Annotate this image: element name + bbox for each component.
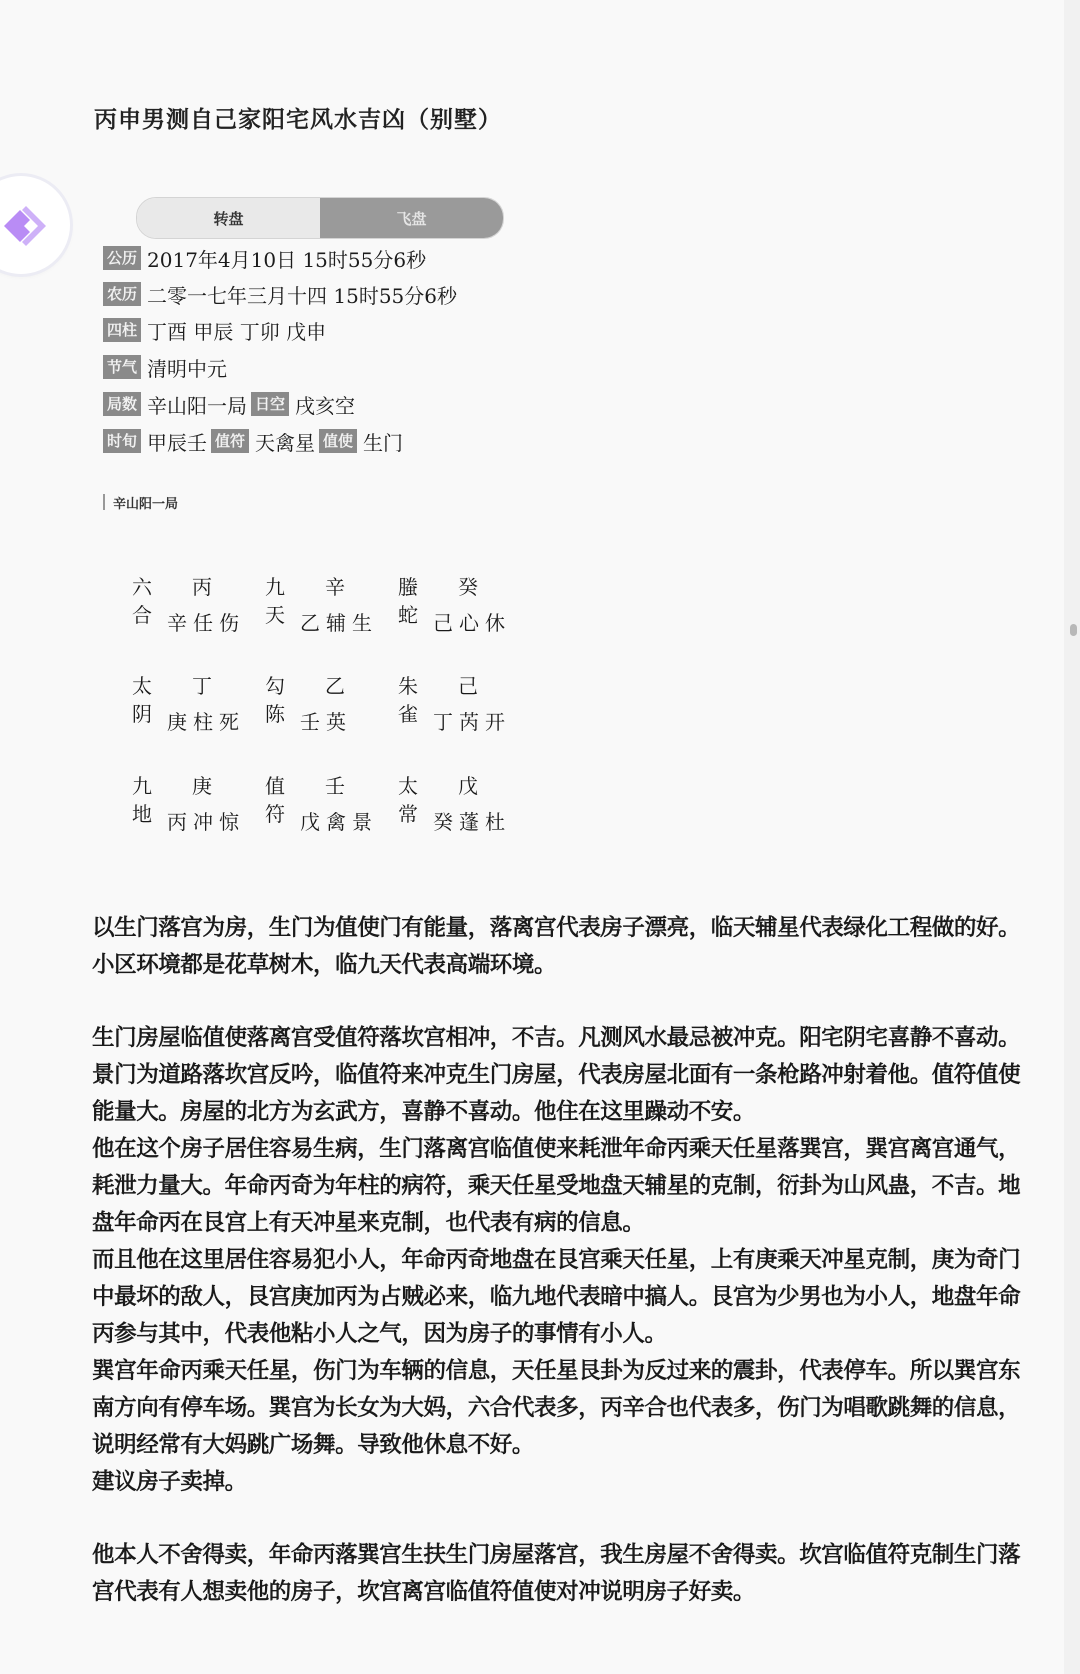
palace-bottom: 辛任伤 [167,611,245,635]
document-title: 丙申男测自己家阳宅风水吉凶（别墅） [94,107,502,133]
toggle-feipan[interactable]: 飞盘 [320,198,503,238]
value-sizhu: 丁酉 甲辰 丁卯 戊申 [147,319,327,344]
palace-top-stem: 壬 [325,774,345,798]
info-row-xunshou [103,426,403,456]
palace-top-stem: 辛 [325,575,345,599]
info-row-gongli [103,243,426,273]
value-zhifu: 天禽星 [255,430,316,455]
palace-god: 朱雀 [398,674,418,726]
palace-bottom: 丁芮开 [433,710,511,734]
label-nongli: 农历 [103,282,141,306]
value-gongli: 2017年4月10日 15时55分6秒 [147,247,427,272]
paragraph: 他在这个房子居住容易生病，生门落离宫临值使来耗泄年命丙乘天任星落巽宫，巽宫离宫通气，耗泄力量大。年命丙奇为年柱的病符，乘天任星受地盘天辅星的克制，衍卦为山风蛊，不吉。地盘年命丙在艮宫上有天冲星来克制，也代表有病的信息。 [92,1136,1021,1236]
chart-label-bar [103,494,105,510]
value-jieqi: 清明中元 [147,356,228,381]
palace-top-stem: 戊 [458,774,478,798]
paragraph: 巽宫年命丙乘天任星，伤门为车辆的信息，天任星艮卦为反过来的震卦，代表停车。所以巽宫东南方向有停车场。巽宫为长女为大妈，六合代表多，丙辛合也代表多，伤门为唱歌跳舞的信息，说明经常有大妈跳广场舞。导致他休息不好。 [92,1358,1021,1458]
info-row-jushu [103,389,355,419]
palace-bottom: 壬英 [300,710,352,734]
paragraph: 以生门落宫为房，生门为值使门有能量，落离宫代表房子漂亮，临天辅星代表绿化工程做的好。小区环境都是花草树木，临九天代表高端环境。 [92,915,1021,978]
palace-top-stem: 庚 [192,774,212,798]
info-row-jieqi [103,352,227,382]
palace-god: 螣蛇 [398,575,418,627]
scrollbar[interactable] [1064,0,1080,1674]
palace-top-stem: 癸 [458,575,478,599]
paragraph: 生门房屋临值使落离宫受值符落坎宫相冲，不吉。凡测风水最忌被冲克。阳宅阴宅喜静不喜动。景门为道路落坎宫反吟，临值符来冲克生门房屋，代表房屋北面有一条枪路冲射着他。值符值使能量大。房屋的北方为玄武方，喜静不喜动。他住在这里躁动不安。 [92,1025,1021,1125]
palace-bottom: 乙辅生 [300,611,378,635]
label-rikong: 日空 [251,392,289,416]
label-xunshou: 时旬 [103,429,141,453]
scrollbar-thumb[interactable] [1070,624,1077,636]
label-jieqi: 节气 [103,355,141,379]
paragraph: 建议房子卖掉。 [92,1469,247,1495]
palace-cell [131,573,266,653]
value-rikong: 戌亥空 [295,393,356,418]
palace-bottom: 己心休 [433,611,511,635]
palace-god: 六合 [132,575,152,627]
palace-god: 勾陈 [265,674,285,726]
palace-god: 值符 [265,774,285,826]
palace-top-stem: 丁 [192,674,212,698]
info-row-sizhu [103,315,326,345]
label-zhifu: 值符 [211,429,249,453]
palace-bottom: 庚柱死 [167,710,245,734]
label-jushu: 局数 [103,392,141,416]
palace-bottom: 丙冲惊 [167,810,245,834]
palace-top-stem: 乙 [325,674,345,698]
floating-assistant-button[interactable] [0,176,70,274]
palace-cell [264,772,399,852]
chart-label [103,492,178,512]
value-nongli: 二零一七年三月十四 15时55分6秒 [147,283,457,308]
palace-cell [397,573,532,653]
value-jushu: 辛山阳一局 [147,393,248,418]
paragraph: 而且他在这里居住容易犯小人，年命丙奇地盘在艮宫乘天任星，上有庚乘天冲星克制，庚为奇门中最坏的敌人，艮宫庚加丙为占贼必来，临九地代表暗中搞人。艮宫为少男也为小人，地盘年命丙参与其中，代表他粘小人之气，因为房子的事情有小人。 [92,1247,1021,1347]
value-zhishi: 生门 [363,430,404,455]
palace-god: 太阴 [132,674,152,726]
palace-cell [264,672,399,752]
chart-label-text: 辛山阳一局 [113,496,179,512]
palace-god: 太常 [398,774,418,826]
palace-bottom: 癸蓬杜 [433,810,511,834]
palace-cell [131,672,266,752]
toggle-zhuanpan[interactable]: 转盘 [137,198,320,238]
diamond-logo-icon [0,198,56,254]
label-zhishi: 值使 [319,429,357,453]
palace-cell [131,772,266,852]
pan-type-toggle[interactable] [136,197,504,239]
label-sizhu: 四柱 [103,318,141,342]
palace-cell [397,772,532,852]
label-gongli: 公历 [103,246,141,270]
palace-god: 九天 [265,575,285,627]
palace-top-stem: 己 [458,674,478,698]
value-xunshou: 甲辰壬 [147,430,208,455]
palace-top-stem: 丙 [192,575,212,599]
info-row-nongli [103,279,457,309]
palace-bottom: 戊禽景 [300,810,378,834]
palace-cell [397,672,532,752]
palace-cell [264,573,399,653]
paragraph: 他本人不舍得卖，年命丙落巽宫生扶生门房屋落宫，我生房屋不舍得卖。坎宫临值符克制生门落宫代表有人想卖他的房子，坎宫离宫临值符值使对冲说明房子好卖。 [92,1542,1021,1605]
palace-god: 九地 [132,774,152,826]
